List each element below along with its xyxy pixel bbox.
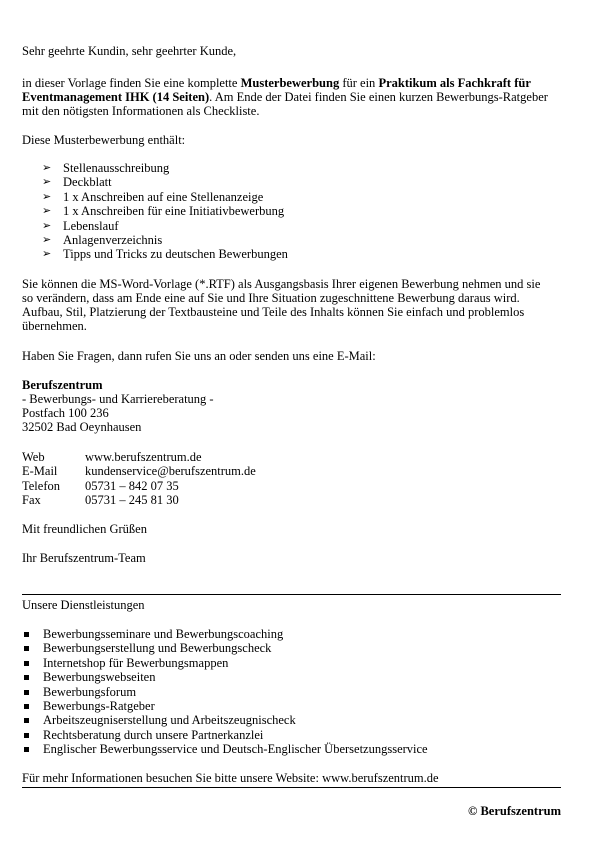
intro-bold-position-rest: Eventmanagement IHK (14 Seiten) (22, 90, 210, 104)
list-item: Arbeitszeugniserstellung und Arbeitszeugnischeck (22, 713, 428, 727)
list-item: Bewerbungswebseiten (22, 670, 428, 684)
arrow-bullet-icon: ➢ (42, 219, 52, 232)
arrow-bullet-icon: ➢ (42, 176, 52, 189)
company-postfach: Postfach 100 236 (22, 406, 109, 420)
contact-row-fax: Fax 05731 – 245 81 30 (22, 493, 179, 507)
intro-bold-musterbewerbung: Musterbewerbung (240, 76, 340, 90)
list-item: Bewerbungs-Ratgeber (22, 699, 428, 713)
paragraph-line: so verändern, dass am Ende eine auf Sie und Ihre Situation zugeschnittene Bewerbung daraus wird. (22, 291, 520, 305)
arrow-bullet-icon: ➢ (42, 190, 52, 203)
arrow-bullet-icon: ➢ (42, 233, 52, 246)
contact-row-phone: Telefon 05731 – 842 07 35 (22, 479, 179, 493)
signature: Ihr Berufszentrum-Team (22, 551, 146, 565)
questions-text: Haben Sie Fragen, dann rufen Sie uns an oder senden uns eine E-Mail: (22, 349, 376, 363)
square-bullet-icon (24, 747, 29, 752)
square-bullet-icon (24, 661, 29, 666)
paragraph-line: Aufbau, Stil, Platzierung der Textbausteine und Teile des Inhalts können Sie einfach und problemlos (22, 305, 525, 319)
paragraph-line: Sie können die MS-Word-Vorlage (*.RTF) als Ausgangsbasis Ihrer eigenen Bewerbung nehmen und sie (22, 277, 541, 291)
company-tagline: - Bewerbungs- und Karriereberatung - (22, 392, 214, 406)
divider (22, 787, 561, 788)
intro-line-2 (22, 90, 548, 104)
paragraph-line: übernehmen. (22, 319, 87, 333)
copyright: © Berufszentrum (468, 804, 561, 818)
square-bullet-icon (24, 632, 29, 637)
list-item: Internetshop für Bewerbungsmappen (22, 656, 428, 670)
web-link[interactable]: www.berufszentrum.de (85, 450, 202, 464)
arrow-bullet-icon: ➢ (42, 162, 52, 174)
list-item: ➢ Lebenslauf (42, 218, 119, 233)
phone-value: 05731 – 842 07 35 (85, 479, 179, 493)
square-bullet-icon (24, 690, 29, 695)
arrow-bullet-icon: ➢ (42, 248, 52, 261)
email-link[interactable]: kundenservice@berufszentrum.de (85, 464, 256, 478)
fax-value: 05731 – 245 81 30 (85, 493, 179, 507)
intro-line-3: mit den nötigsten Informationen als Checkliste. (22, 104, 260, 118)
intro-text: in dieser Vorlage finden Sie eine komplette (22, 76, 241, 90)
intro-text: für ein (339, 76, 379, 90)
more-info-text: Für mehr Informationen besuchen Sie bitte unsere Website: www.berufszentrum.de (22, 771, 439, 785)
square-bullet-icon (24, 675, 29, 680)
square-bullet-icon (24, 718, 29, 723)
closing: Mit freundlichen Grüßen (22, 522, 147, 536)
square-bullet-icon (24, 646, 29, 651)
contents-list (42, 161, 288, 262)
intro-bold-position: Praktikum als Fachkraft für (378, 76, 531, 90)
list-item: Bewerbungsseminare und Bewerbungscoaching (22, 627, 428, 641)
contents-intro: Diese Musterbewerbung enthält: (22, 133, 186, 147)
list-item: ➢ Deckblatt (42, 175, 112, 190)
square-bullet-icon (24, 733, 29, 738)
services-heading: Unsere Dienstleistungen (22, 598, 145, 612)
list-item: Bewerbungserstellung und Bewerbungscheck (22, 641, 428, 655)
list-item: ➢ 1 x Anschreiben auf eine Stellenanzeige (42, 189, 264, 204)
divider (22, 594, 561, 595)
list-item: ➢ 1 x Anschreiben für eine Initiativbewerbung (42, 204, 285, 219)
company-city: 32502 Bad Oeynhausen (22, 420, 142, 434)
contact-row-web: Web www.berufszentrum.de (22, 450, 202, 464)
list-item: Bewerbungsforum (22, 685, 428, 699)
company-name: Berufszentrum (22, 378, 103, 392)
square-bullet-icon (24, 704, 29, 709)
services-list (22, 627, 428, 757)
arrow-bullet-icon: ➢ (42, 205, 52, 218)
intro-text: . Am Ende der Datei finden Sie einen kurzen Bewerbungs-Ratgeber (209, 90, 548, 104)
list-item: ➢ Tipps und Tricks zu deutschen Bewerbungen (42, 247, 288, 262)
list-item: Rechtsberatung durch unsere Partnerkanzlei (22, 728, 428, 742)
greeting: Sehr geehrte Kundin, sehr geehrter Kunde, (22, 44, 237, 58)
list-item: Englischer Bewerbungsservice und Deutsch-Englischer Übersetzungsservice (22, 742, 428, 756)
list-item: ➢ Anlagenverzeichnis (42, 232, 163, 247)
intro-line-1 (22, 76, 531, 90)
contact-row-email: E-Mail kundenservice@berufszentrum.de (22, 464, 256, 478)
list-item: ➢ Stellenausschreibung (42, 161, 170, 175)
